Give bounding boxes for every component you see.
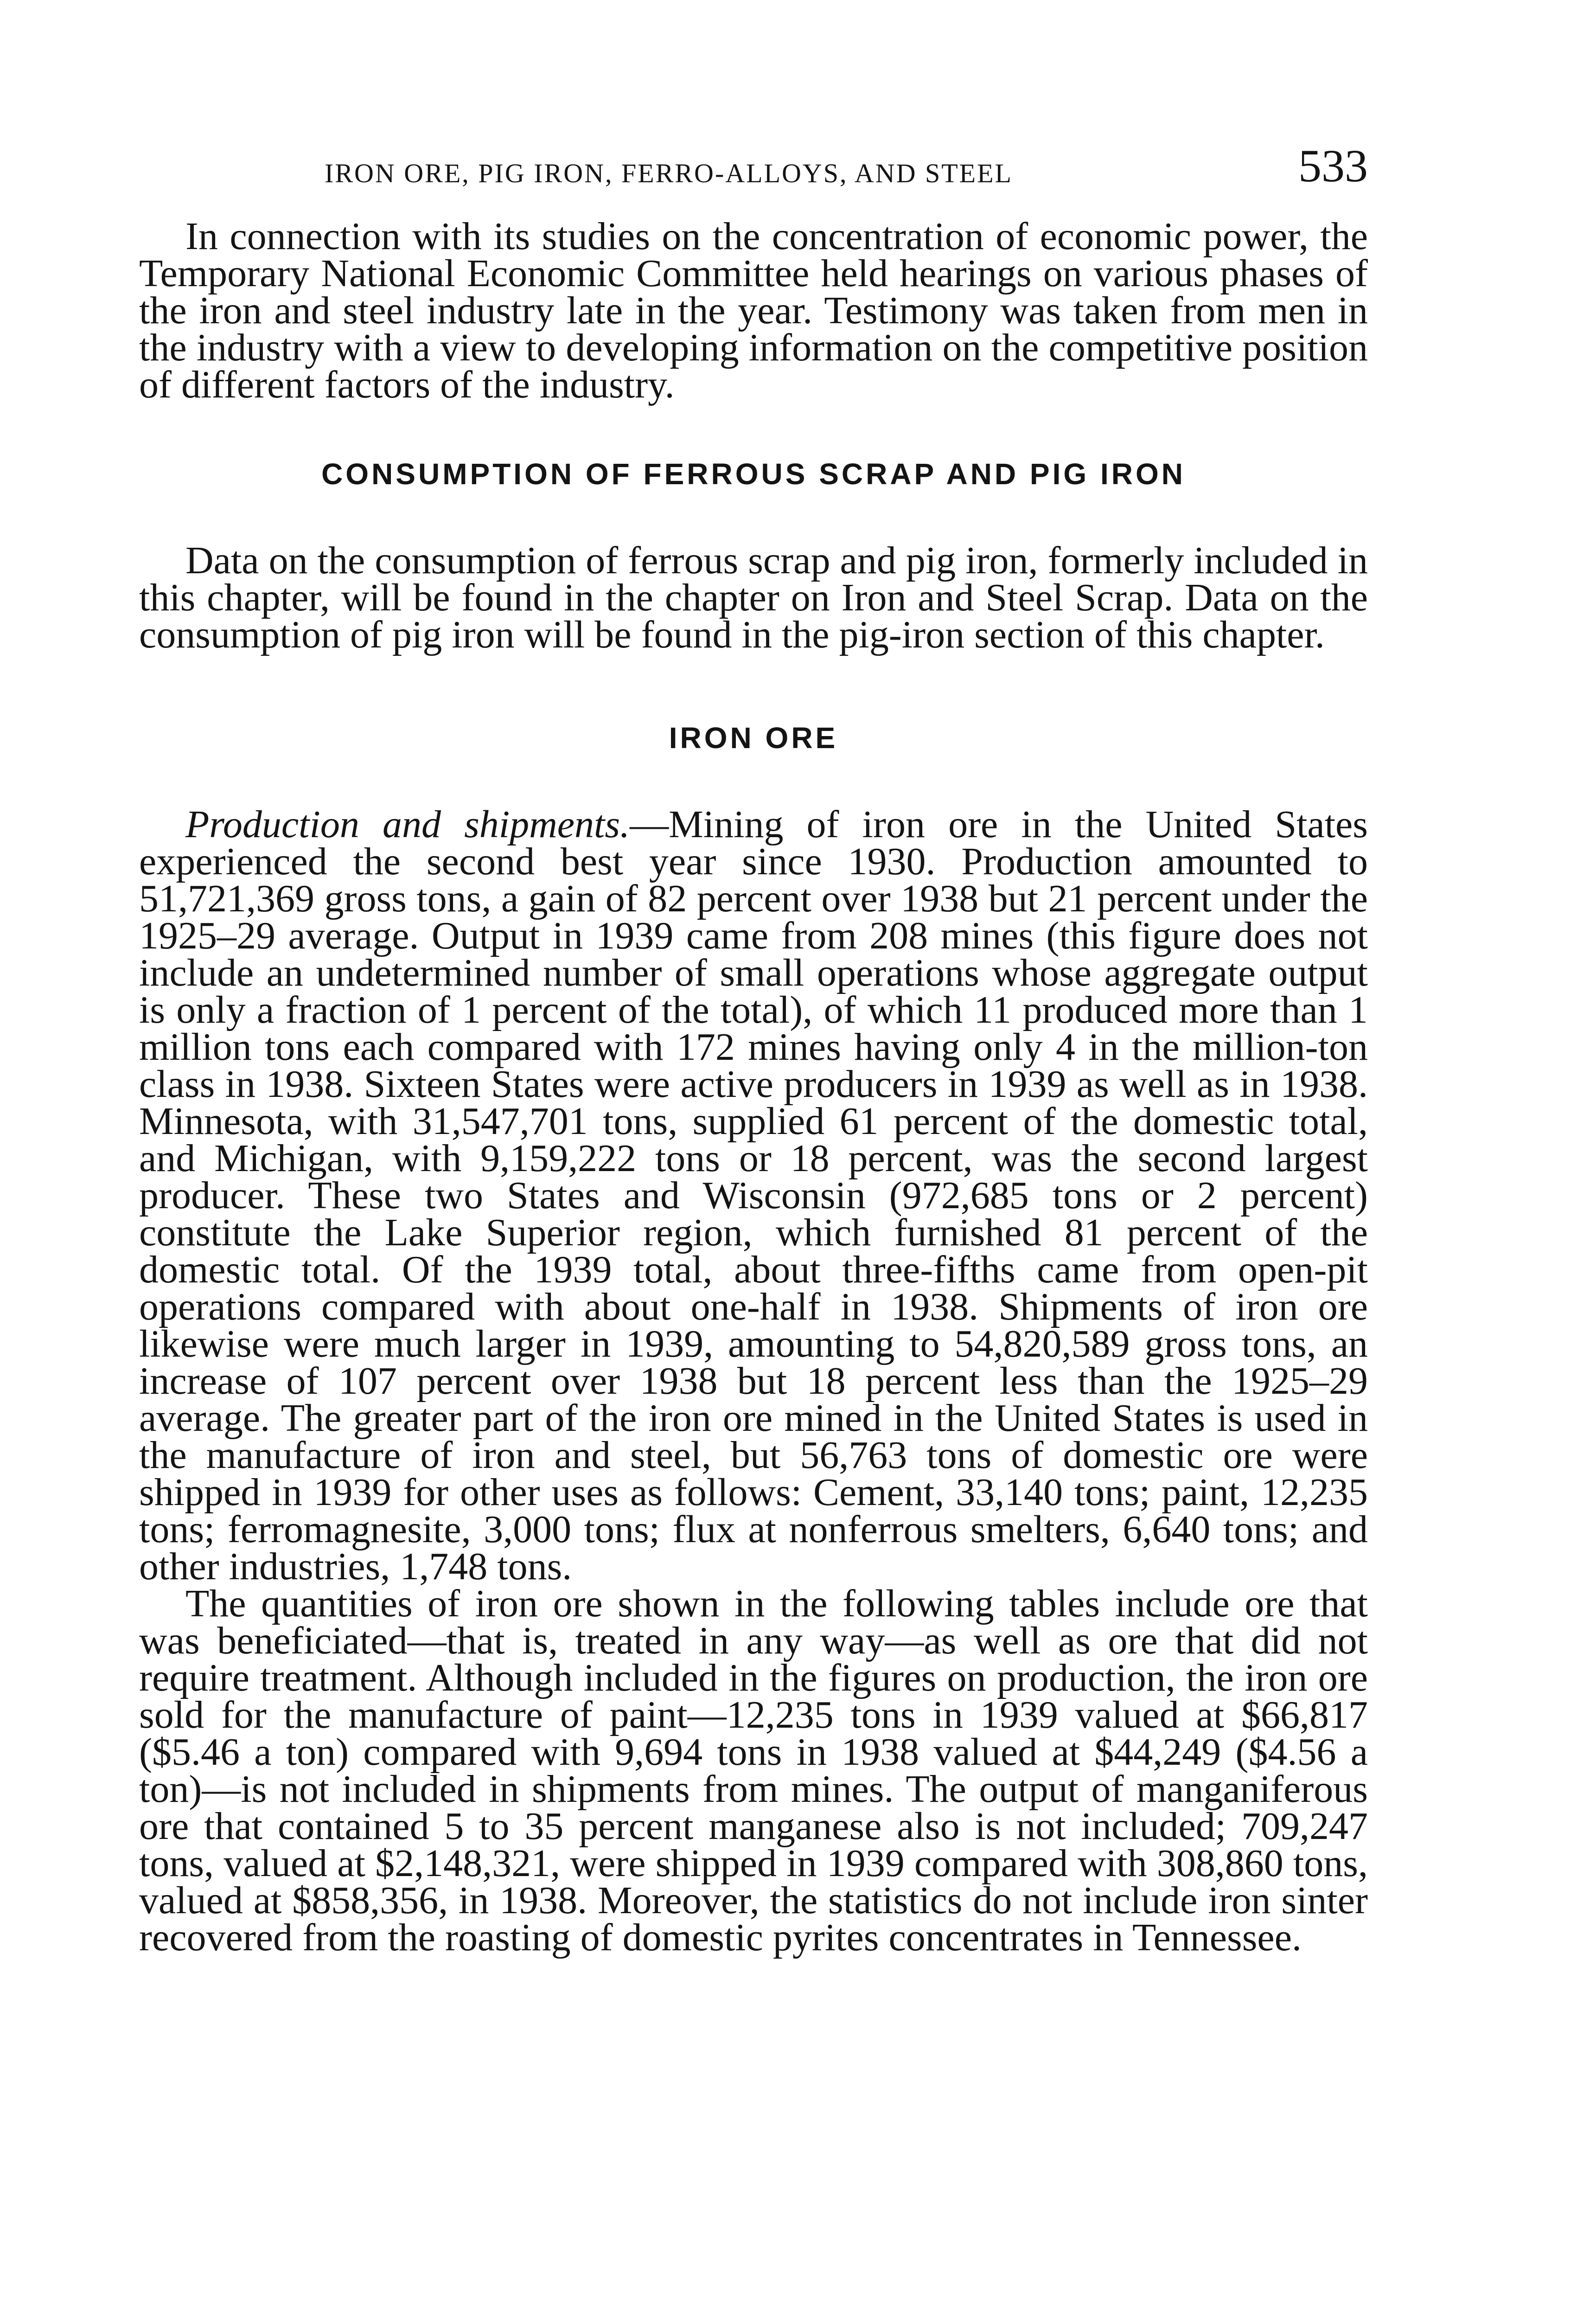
production-run-in-heading: Production and shipments. [185, 803, 630, 846]
page-number: 533 [1298, 140, 1368, 192]
section-heading-iron-ore: IRON ORE [669, 721, 838, 755]
section-heading-scrap: CONSUMPTION OF FERROUS SCRAP AND PIG IRON [321, 457, 1186, 491]
page-content [139, 139, 1368, 1959]
running-head-title: IRON ORE, PIG IRON, FERRO-ALLOYS, AND STEEL [325, 158, 1013, 188]
scrap-paragraph: Data on the consumption of ferrous scrap and pig iron, formerly included in this chapter, will be found in the chapter on Iron and Steel Scrap. Data on the consumption of pig iron will be found in the pig-iron section of this chapter. [139, 539, 1368, 656]
production-paragraph-text: —Mining of iron ore in the United States experienced the second best year since 1930. Production amounted to 51,721,369 gross tons, a gain of 82 percent over 1938 but 21 percent under the 1925–29 average. Output in 1939 came from 208 mines (this figure does not include an undetermined number of small operations whose aggregate output is only a fraction of 1 percent of the total), of which 11 produced more than 1 million tons each compared with 172 mines having only 4 in the million-ton class in 1938. Sixteen States were active producers in 1939 as well as in 1938. Minnesota, with 31,547,701 tons, supplied 61 percent of the domestic total, and Michigan, with 9,159,222 tons or 18 percent, was the second largest producer. These two States and Wisconsin (972,685 tons or 2 percent) constitute the Lake Superior region, which furnished 81 percent of the domestic total. Of the 1939 total, about three-fifths came from open-pit operations compared with about one-half in 1938. Shipments of iron ore likewise were much larger in 1939, amounting to 54,820,589 gross tons, an increase of 107 percent over 1938 but 18 percent less than the 1925–29 average. The greater part of the iron ore mined in the United States is used in the manufacture of iron and steel, but 56,763 tons of domestic ore were shipped in 1939 for other uses as follows: Cement, 33,140 tons; paint, 12,235 tons; ferromagnesite, 3,000 tons; flux at nonferrous smelters, 6,640 tons; and other industries, 1,748 tons. [139, 803, 1368, 1588]
intro-paragraph: In connection with its studies on the concentration of economic power, the Temporary National Economic Committee held hearings on various phases of the iron and steel industry late in the year. Testimony was taken from men in the industry with a view to developing information on the competitive position of different factors of the industry. [139, 215, 1368, 406]
quantities-paragraph: The quantities of iron ore shown in the following tables include ore that was beneficiated—that is, treated in any way—as well as ore that did not require treatment. Although included in the figures on production, the iron ore sold for the manufacture of paint—12,235 tons in 1939 valued at $66,817 ($5.46 a ton) compared with 9,694 tons in 1938 valued at $44,249 ($4.56 a ton)—is not included in shipments from mines. The output of manganiferous ore that contained 5 to 35 percent manganese also is not included; 709,247 tons, valued at $2,148,321, were shipped in 1939 compared with 308,860 tons, valued at $858,356, in 1938. Moreover, the statistics do not include iron sinter recovered from the roasting of domestic pyrites concentrates in Tennessee. [139, 1582, 1368, 1959]
running-head [139, 139, 1368, 195]
production-paragraph [139, 803, 1368, 1588]
